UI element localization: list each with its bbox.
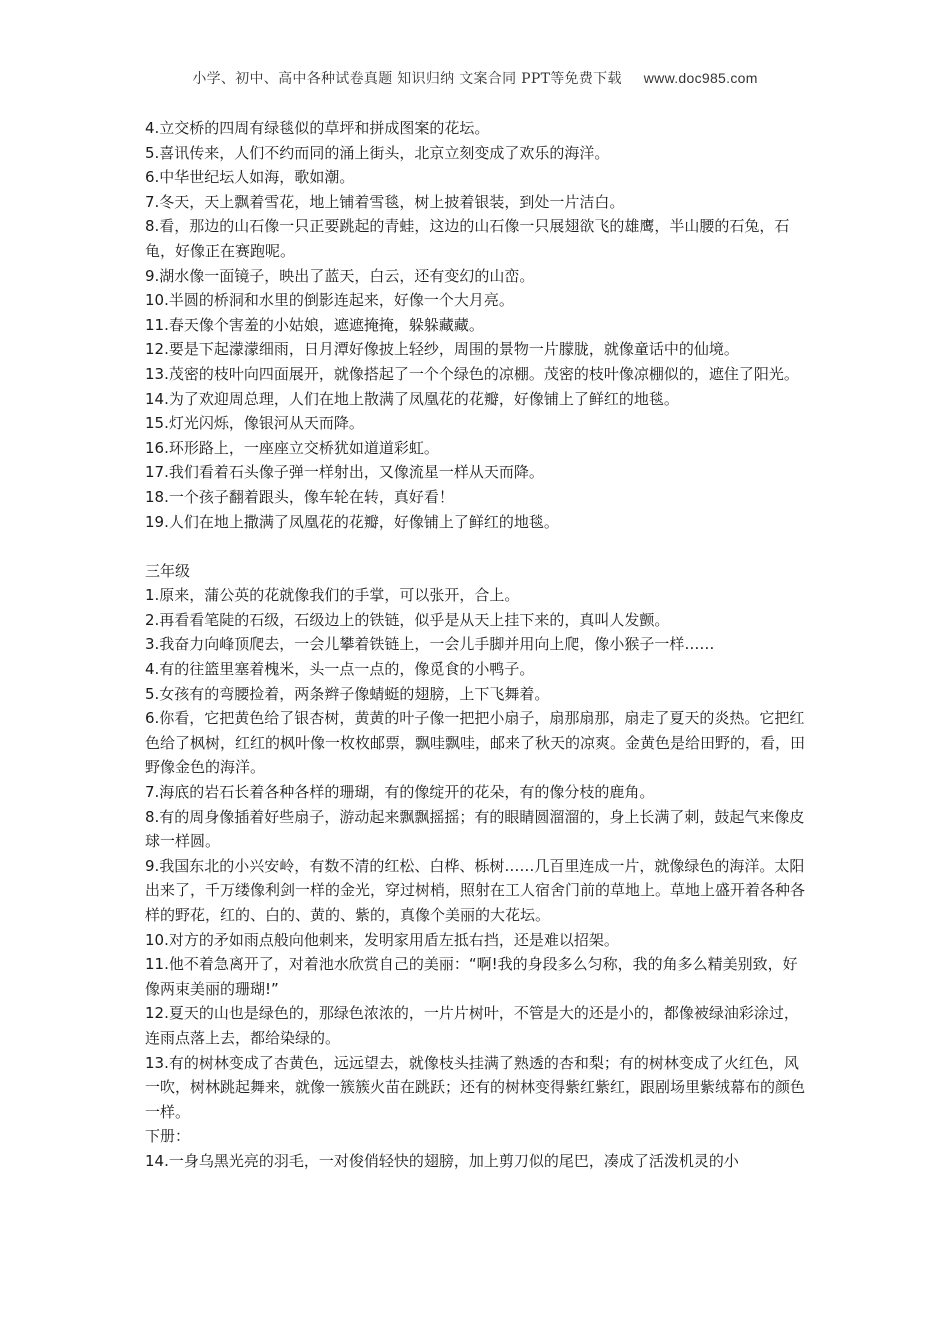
list-item: 19.人们在地上撒满了凤凰花的花瓣，好像铺上了鲜红的地毯。 <box>145 512 559 531</box>
list-item: 9.我国东北的小兴安岭，有数不清的红松、白桦、栎树……几百里连成一片，就像绿色的海洋。太阳出来了，千万缕像利剑一样的金光，穿过树梢，照射在工人宿舍门前的草地上。草地上盛开着各种各样的野花，红的、白的、黄的、紫的，真像个美丽的大花坛。 <box>145 856 806 924</box>
list-item: 9.湖水像一面镜子，映出了蓝天，白云，还有变幻的山峦。 <box>145 266 535 285</box>
list-item: 11.他不着急离开了，对着池水欣赏自己的美丽：“啊!我的身段多么匀称，我的角多么精美别致，好像两束美丽的珊瑚!” <box>145 955 798 998</box>
list-item: 14.一身乌黑光亮的羽毛，一对俊俏轻快的翅膀，加上剪刀似的尾巴，凑成了活泼机灵的小 <box>145 1151 739 1170</box>
list-item: 13.有的树林变成了杏黄色，远远望去，就像枝头挂满了熟透的杏和梨；有的树林变成了火红色，风一吹，树林跳起舞来，就像一簇簇火苗在跳跃；还有的树林变得紫红紫红，跟剧场里紫绒幕布的颜色一样。 <box>145 1053 806 1121</box>
list-item: 4.立交桥的四周有绿毯似的草坪和拼成图案的花坛。 <box>145 119 490 137</box>
section-spacer <box>145 534 810 559</box>
document-body <box>145 116 810 1174</box>
list-item: 14.为了欢迎周总理，人们在地上散满了凤凰花的花瓣，好像铺上了鲜红的地毯。 <box>145 389 679 408</box>
list-item: 15.灯光闪烁，像银河从天而降。 <box>145 414 364 433</box>
list-item: 18.一个孩子翻着跟头，像车轮在转，真好看！ <box>145 487 454 506</box>
list-item: 7.冬天，天上飘着雪花，地上铺着雪毯，树上披着银装，到处一片洁白。 <box>145 192 625 211</box>
section-grade-three <box>145 559 810 1174</box>
header-text: 小学、初中、高中各种试卷真题 知识归纳 文案合同 PPT等免费下载 <box>192 71 622 87</box>
header-site: www.doc985.com <box>643 70 758 86</box>
list-item: 17.我们看着石头像子弹一样射出，又像流星一样从天而降。 <box>145 463 544 482</box>
list-item: 3.我奋力向峰顶爬去，一会儿攀着铁链上，一会儿手脚并用向上爬，像小猴子一样…… <box>145 635 715 654</box>
list-item: 5.女孩有的弯腰捡着，两条辫子像蜻蜓的翅膀，上下飞舞着。 <box>145 684 550 703</box>
list-item: 12.夏天的山也是绿色的，那绿色浓浓的，一片片树叶，不管是大的还是小的，都像被绿油彩涂过，连雨点落上去，都给染绿的。 <box>145 1004 799 1047</box>
list-item: 5.喜讯传来，人们不约而同的涌上街头，北京立刻变成了欢乐的海洋。 <box>145 143 610 162</box>
list-item: 8.看，那边的山石像一只正要跳起的青蛙，这边的山石像一只展翅欲飞的雄鹰，半山腰的石兔，石龟，好像正在赛跑呢。 <box>145 217 790 260</box>
list-item: 6.你看，它把黄色给了银杏树，黄黄的叶子像一把把小扇子，扇那扇那，扇走了夏天的炎热。它把红色给了枫树，红红的枫叶像一枚枚邮票，飘哇飘哇，邮来了秋天的凉爽。金黄色是给田野的，看，田野像金色的海洋。 <box>145 709 806 777</box>
list-item: 4.有的往篮里塞着槐米，头一点一点的，像觅食的小鸭子。 <box>145 660 535 679</box>
list-item: 2.再看看笔陡的石级，石级边上的铁链，似乎是从天上挂下来的，真叫人发颤。 <box>145 610 670 629</box>
list-item: 16.环形路上，一座座立交桥犹如道道彩虹。 <box>145 438 439 457</box>
list-item: 8.有的周身像插着好些扇子，游动起来飘飘摇摇；有的眼睛圆溜溜的，身上长满了刺，鼓起气来像皮球一样圆。 <box>145 807 805 851</box>
list-item: 11.春天像个害羞的小姑娘，遮遮掩掩，躲躲藏藏。 <box>145 315 484 334</box>
section-title: 三年级 <box>145 561 191 580</box>
list-item: 10.对方的矛如雨点般向他刺来，发明家用盾左抵右挡，还是难以招架。 <box>145 930 619 949</box>
list-item: 7.海底的岩石长着各种各样的珊瑚，有的像绽开的花朵，有的像分枝的鹿角。 <box>145 783 655 802</box>
list-item: 1.原来，蒲公英的花就像我们的手掌，可以张开，合上。 <box>145 586 520 605</box>
section-subtitle: 下册： <box>145 1127 191 1146</box>
list-item: 10.半圆的桥洞和水里的倒影连起来，好像一个大月亮。 <box>145 291 514 310</box>
list-item: 13.茂密的枝叶向四面展开，就像搭起了一个个绿色的凉棚。茂密的枝叶像凉棚似的，遮住了阳光。 <box>145 364 799 383</box>
list-item: 6.中华世纪坛人如海，歌如潮。 <box>145 168 355 187</box>
page-header <box>0 68 950 88</box>
section-grade-two <box>145 116 810 534</box>
list-item: 12.要是下起濛濛细雨，日月潭好像披上轻纱，周围的景物一片朦胧，就像童话中的仙境。 <box>145 340 739 359</box>
